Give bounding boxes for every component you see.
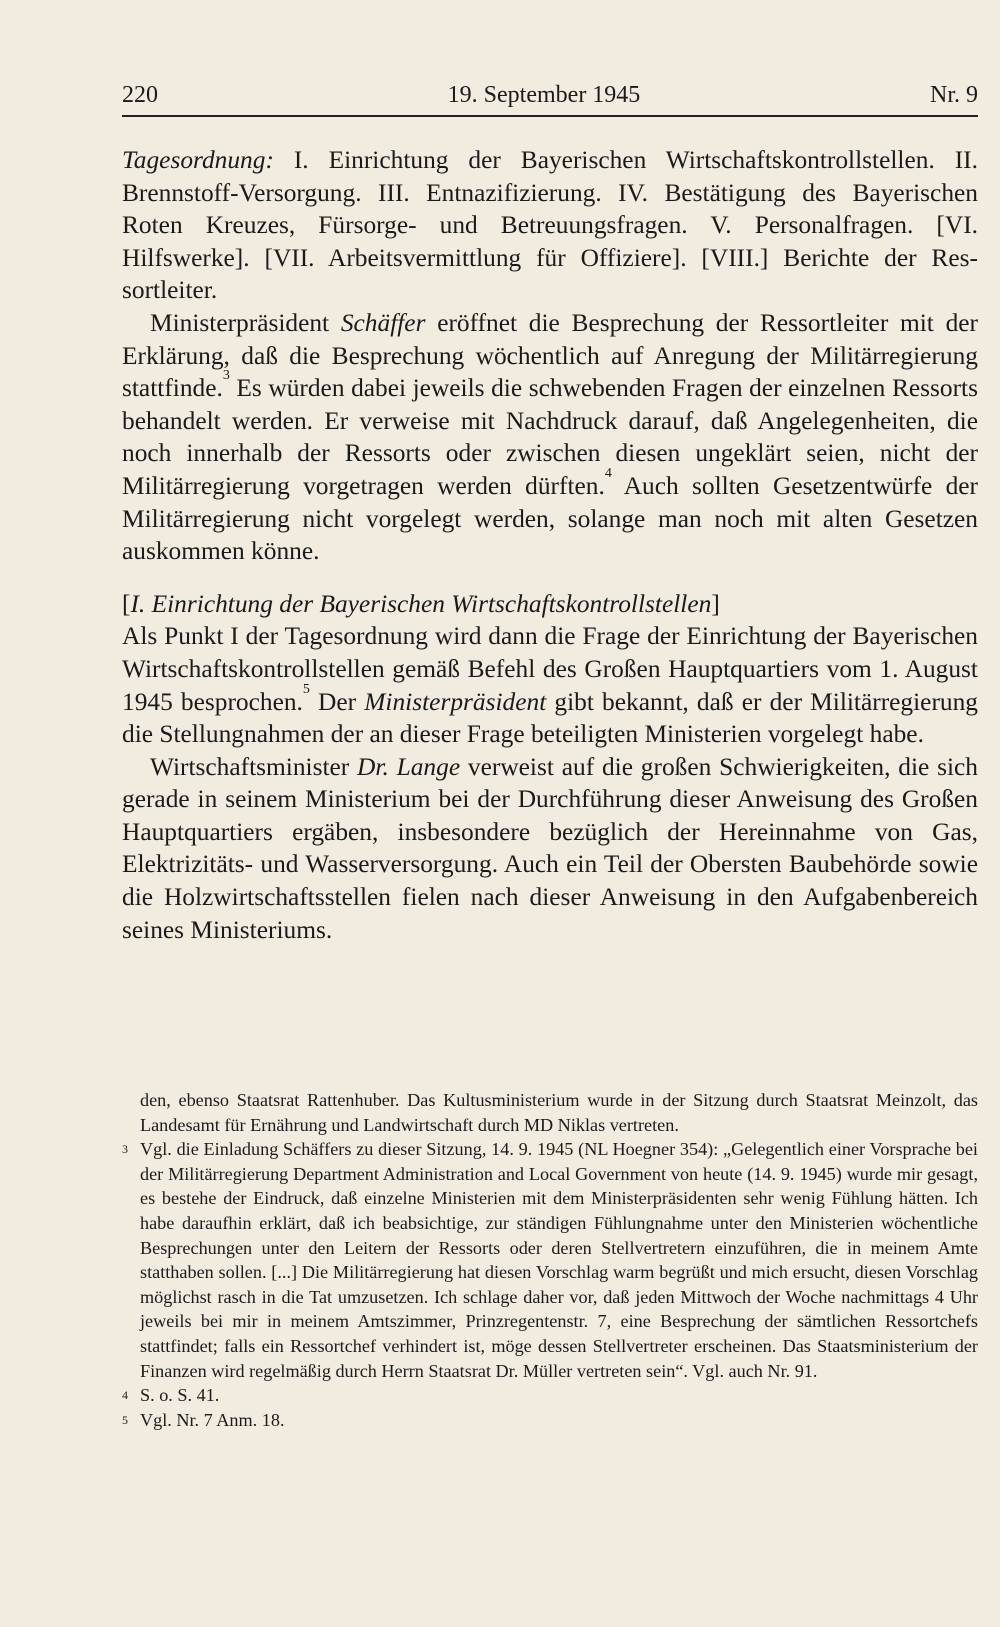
agenda-text: I. Einrichtung der Bayerischen Wirtschaftskontrollstellen. II. Brennstoff-Versorgung. III. Entnazifizierung. IV. Bestätigung des Bayerischen Roten Kreuzes, Fürsorge- und Betreuungsfragen. V. Personalfragen. [VI. Hilfswerke]. [VII. Arbeitsvermittlung für Offiziere]. [VIII.] Berichte der Ressortleiter. <box>122 146 978 305</box>
minister-paragraph <box>122 751 978 947</box>
speaker-title: Wirtschaftsminister <box>150 752 358 781</box>
footnote-continued: den, ebenso Staatsrat Rattenhuber. Das Kultusministerium wurde in der Sitzung durch Staatsrat Meinzolt, das Landesamt für Ernährung und Landwirtschaft durch MD Niklas vertreten. <box>140 1090 978 1135</box>
footnote-text: S. o. S. 41. <box>140 1385 220 1406</box>
footnote-ref[interactable]: 4 <box>604 465 612 481</box>
agenda-label: Tagesordnung: <box>122 146 274 174</box>
footnote-4 <box>122 1383 978 1408</box>
section-title: I. Einrichtung der Bayerischen Wirtschaftskontrollstellen <box>130 589 712 618</box>
paragraph-text: eröffnet die Besprechung der Ressortleiter mit der Erklärung, daß die Besprechung wöchentlich auf Anregung der Militärregierung stattfinde. <box>122 308 978 403</box>
speaker-title: Ministerpräsident <box>150 308 341 337</box>
speaker-name: Schäffer <box>340 308 426 337</box>
footnote-number: 4 <box>122 1388 128 1403</box>
page-header <box>122 82 978 117</box>
footnote-text: Vgl. die Einladung Schäffers zu dieser Sitzung, 14. 9. 1945 (NL Hoegner 354): „Gelegentlich einer Vorsprache bei der Militärregierung Department Administration and Local Government von heute (14. 9. 1945) wurde mir gesagt, es bestehe der Eindruck, daß einzelne Ministerien mit dem Ministerpräsidenten sehr wenig Fühlung hätten. Ich habe daraufhin erklärt, daß ich beabsichtige, zur ständigen Fühlungnahme unter den Ministerien wöchentliche Besprechungen unter den Leitern der Ressorts oder deren Stellvertretern einzuführen, die in meinem Amte statthaben sollen. [...] Die Militärregierung hat diesen Vorschlag warm begrüßt und mich ersucht, diesen Vorschlag möglichst rasch in die Tat umzusetzen. Ich schlage daher vor, daß jeden Mittwoch der Woche nachmittags 4 Uhr jeweils bei mir in meinem Amtszimmer, Prinzregentenstr. 7, eine Besprechung der sämtlichen Ressortchefs stattfindet; falls ein Ressortchef verhindert ist, möge dessen Stellvertreter erscheinen. Das Staatsministerium der Finanzen wird regelmäßig durch Herrn Staatsrat Dr. Müller vertreten sein“. Vgl. auch Nr. 91. <box>140 1139 978 1381</box>
footnote-3 <box>122 1137 978 1383</box>
bracket: ] <box>711 589 720 618</box>
paragraph-text: Der <box>309 687 365 716</box>
bracket: [ <box>122 589 131 618</box>
header-date: 19. September 1945 <box>447 82 641 108</box>
opening-paragraph <box>122 307 978 568</box>
document-number: Nr. 9 <box>929 82 978 108</box>
footnote-number: 3 <box>122 1142 128 1157</box>
footnotes-section <box>122 1088 978 1432</box>
paragraph-text: Es würden dabei jeweils die schwebenden Fragen der einzelnen Ressorts behandelt werden. Er verweise mit Nachdruck darauf, daß Angelegenheiten, die noch innerhalb der Ressorts oder zwischen diesen ungeklärt seien, nicht der Militärregierung vorgetragen werden dürften. <box>122 374 978 500</box>
page-number: 220 <box>122 82 158 108</box>
section-heading <box>122 588 978 621</box>
paragraph-text: gibt bekannt, daß er der Militärregierung die Stellungnahmen der an dieser Frage beteiligten Ministerien vorgelegt habe. <box>122 687 978 749</box>
speaker-name: Dr. Lange <box>357 752 461 781</box>
paragraph-text: Als Punkt I der Tagesordnung wird dann die Frage der Einrichtung der Bayerischen Wirtschaftskontrollstellen gemäß Befehl des Großen Hauptquartiers vom 1. August 1945 besprochen. <box>122 622 978 716</box>
agenda-paragraph <box>122 144 978 307</box>
speaker-name: Ministerpräsident <box>364 687 547 716</box>
paragraph-text: Auch sollten Gesetzentwürfe der Militärregierung nicht vorgelegt werden, solange man noch mit alten Gesetzen auskommen könne. <box>122 471 979 566</box>
footnote-ref[interactable]: 3 <box>222 368 230 384</box>
footnote-ref[interactable]: 5 <box>302 681 310 697</box>
footnote-5 <box>122 1408 978 1433</box>
section-paragraph <box>122 620 978 750</box>
footnote-text: Vgl. Nr. 7 Anm. 18. <box>140 1409 285 1430</box>
footnote-number: 5 <box>122 1412 128 1427</box>
paragraph-text: verweist auf die großen Schwierigkeiten, die sich gerade in seinem Ministerium bei der Durchführung dieser Anweisung des Großen Hauptquartiers ergäben, insbesondere bezüglich der Hereinnahme von Gas, Elektrizitäts- und Wasserversorgung. Auch ein Teil der Obersten Baubehörde sowie die Holzwirtschaftsstellen fielen nach dieser Anweisung in den Aufgabenbereich seines Ministeriums. <box>122 752 978 944</box>
main-text <box>122 144 978 946</box>
